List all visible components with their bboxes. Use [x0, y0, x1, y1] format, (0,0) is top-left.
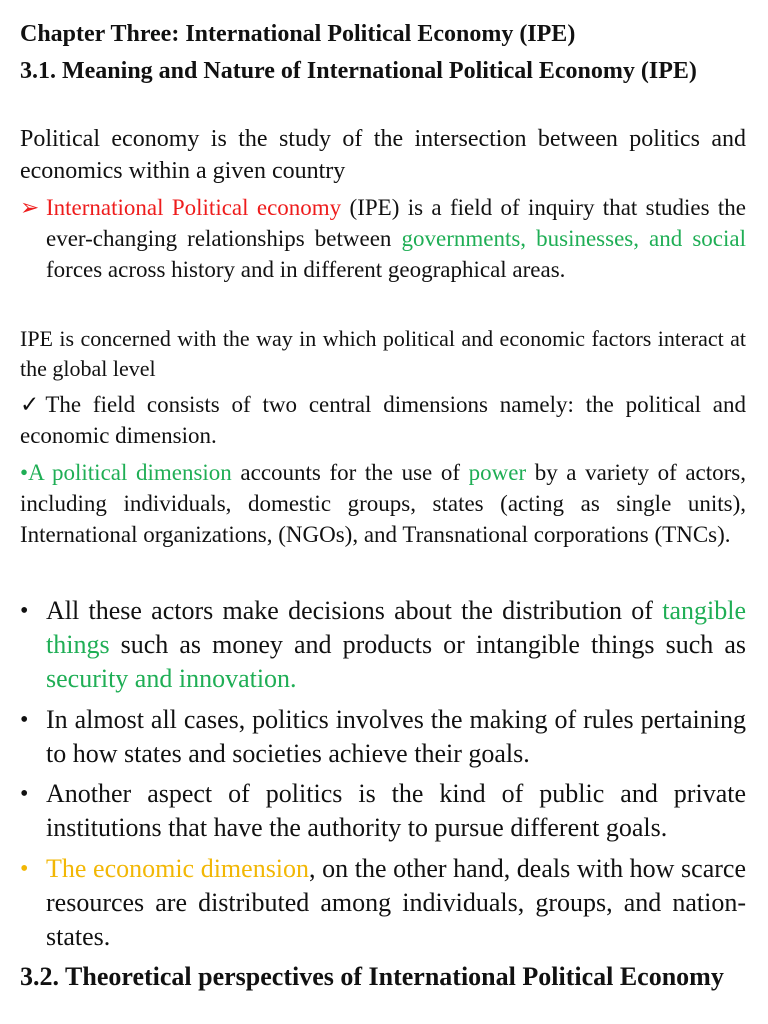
- green-bullet-icon: •: [20, 460, 29, 485]
- political-dim-text-1: accounts for the use of: [231, 460, 469, 485]
- bullet-3-text: Another aspect of politics is the kind of public and private institutions that have the authority to pursue different goals.: [46, 779, 746, 842]
- ipe-actors: governments, businesses, and social: [401, 226, 746, 251]
- ipe-concern-paragraph: IPE is concerned with the way in which political and economic factors interact at the global level: [20, 326, 746, 381]
- bullet-4-text: , on the other hand, deals with how scarce resources are distributed among individuals, groups, and nation-states.: [46, 854, 746, 951]
- intro-paragraph: Political economy is the study of the intersection between politics and economics within a given country: [20, 126, 746, 184]
- bullet-1-text-1: All these actors make decisions about the distribution of: [46, 596, 663, 625]
- bullet-dot-icon: •: [20, 781, 29, 807]
- political-dim-text-2: by a variety of actors, including individuals, domestic groups, states (acting as single units), International organizations, (NGOs), and Transnational corporations (TNCs).: [20, 460, 746, 547]
- tangible-things-term: tangible things: [46, 596, 746, 659]
- dimensions-paragraph: [20, 389, 746, 451]
- section-heading-3-1: 3.1. Meaning and Nature of International Political Economy (IPE): [20, 58, 697, 84]
- arrow-bullet-icon: ➢: [20, 195, 40, 220]
- security-innovation-term: security and innovation.: [46, 664, 297, 693]
- ipe-def-text-1: (IPE) is a field of inquiry that studies the ever-changing relationships between: [46, 195, 746, 251]
- bullet-item-2: [20, 703, 746, 771]
- political-dimension-term: A political dimension: [28, 460, 232, 485]
- ipe-definition: [20, 192, 746, 285]
- dimensions-text: The field consists of two central dimensions namely: the political and economic dimension.: [20, 392, 746, 448]
- ipe-def-text-2: forces across history and in different geographical areas.: [46, 257, 566, 282]
- bullet-item-1: [20, 594, 746, 696]
- chapter-heading: Chapter Three: International Political Economy (IPE): [20, 21, 576, 47]
- power-term: power: [468, 460, 527, 485]
- bullet-dot-icon: •: [20, 598, 29, 624]
- political-dimension-paragraph: [20, 457, 746, 577]
- bullet-1-text-2: such as money and products or intangible things such as: [109, 630, 746, 659]
- bullet-item-3: [20, 777, 746, 845]
- economic-dimension-term: The economic dimension: [46, 854, 310, 883]
- section-heading-3-2: 3.2. Theoretical perspectives of International Political Economy: [20, 962, 724, 991]
- ipe-term: International Political economy: [46, 195, 342, 220]
- check-icon: ✓: [20, 392, 46, 417]
- yellow-bullet-dot-icon: •: [20, 856, 29, 882]
- bullet-dot-icon: •: [20, 707, 29, 733]
- bullet-2-text: In almost all cases, politics involves the making of rules pertaining to how states and societies achieve their goals.: [46, 705, 746, 768]
- bullet-item-4: [20, 852, 746, 954]
